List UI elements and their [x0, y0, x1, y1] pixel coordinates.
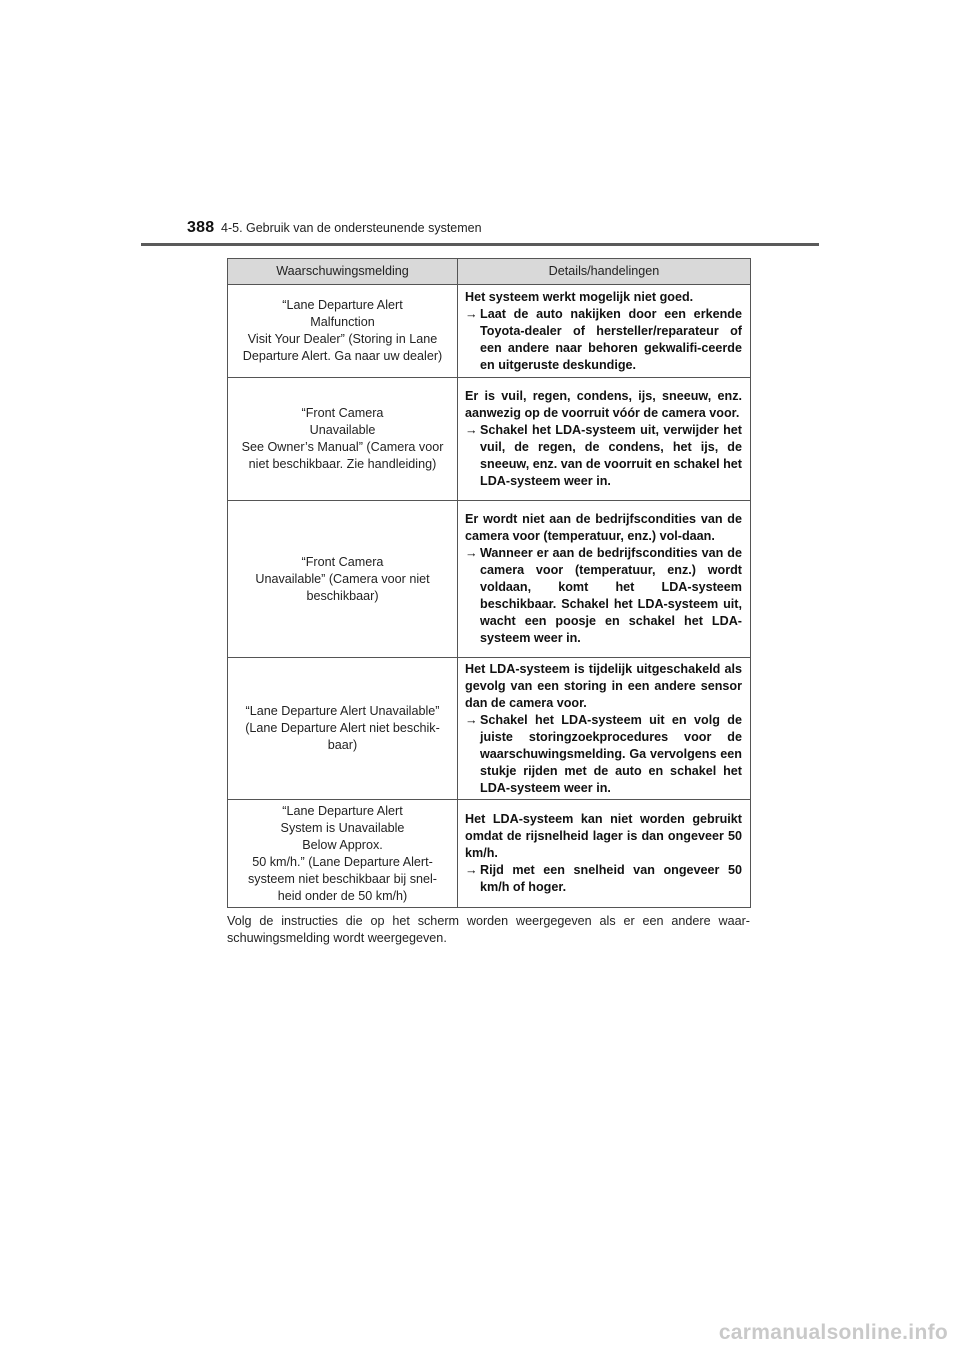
message-line: Departure Alert. Ga naar uw dealer) [242, 349, 443, 363]
message-line: “Lane Departure Alert Unavailable” [245, 704, 440, 718]
message-line: “Front Camera [301, 554, 384, 569]
action-text: Rijd met een snelheid van ongeveer 50 km/h of hoger. [480, 863, 742, 894]
message-line: System is Unavailable [280, 820, 405, 835]
action-text: Schakel het LDA-systeem uit, verwijder het vuil, de regen, de condens, het ijs, de sneeuw, enz. van de voorruit en schakel het LDA-systeem weer in. [480, 423, 742, 488]
details-cell [458, 800, 751, 908]
warning-message-cell [228, 658, 458, 800]
message-line: “Lane Departure Alert [282, 803, 403, 818]
action-item [465, 422, 742, 490]
details-cell [458, 378, 751, 501]
message-line: Unavailable [309, 423, 376, 437]
details-cell [458, 658, 751, 800]
message-line: Malfunction [310, 315, 375, 329]
column-header-details: Details/handelingen [458, 259, 751, 285]
arrow-icon: → [465, 306, 478, 321]
message-line: beschikbaar) [306, 588, 379, 603]
detail-text: Het LDA-systeem kan niet worden gebruikt omdat de rijsnelheid lager is dan ongeveer 50 km/h. [465, 812, 742, 860]
table-header-row [228, 259, 751, 285]
action-item [465, 306, 742, 374]
detail-text: Het LDA-systeem is tijdelijk uitgeschakeld als gevolg van een storing in een andere sensor dan de camera voor. [465, 661, 742, 710]
header-divider [141, 243, 819, 246]
table-row [228, 658, 751, 800]
table-row [228, 501, 751, 658]
message-line: Below Approx. [302, 837, 383, 852]
warning-message-cell [228, 800, 458, 908]
message-line: systeem niet beschikbaar bij snel- [248, 871, 437, 886]
message-line: 50 km/h.” (Lane Departure Alert- [252, 854, 433, 869]
action-item [465, 712, 742, 797]
warning-message-cell [228, 501, 458, 658]
message-line: heid onder de 50 km/h) [277, 888, 408, 903]
table-row [228, 800, 751, 908]
warning-message-cell [228, 285, 458, 378]
footer-note: Volg de instructies die op het scherm worden weergegeven als er een andere waar-schuwingsmelding wordt weergegeven. [227, 914, 750, 945]
arrow-icon: → [465, 712, 478, 727]
message-line: Unavailable” (Camera voor niet [255, 571, 430, 586]
details-cell [458, 285, 751, 378]
section-title: 4-5. Gebruik van de ondersteunende systemen [221, 221, 482, 235]
table-row [228, 378, 751, 501]
arrow-icon: → [465, 546, 478, 560]
column-header-message: Waarschuwingsmelding [228, 259, 458, 285]
action-text: Schakel het LDA-systeem uit en volg de juiste storingzoekprocedures voor de waarschuwingsmelding. Ga vervolgens een stukje rijden met de auto en schakel het LDA-systeem weer in. [480, 712, 742, 795]
arrow-icon: → [465, 423, 478, 437]
action-item [465, 862, 742, 896]
message-line: See Owner’s Manual” (Camera voor [241, 440, 444, 454]
page-number: 388 [187, 219, 215, 236]
table-row [228, 285, 751, 378]
details-cell [458, 501, 751, 658]
action-text: Laat de auto nakijken door een erkende Toyota-dealer of hersteller/reparateur of een andere naar behoren gekwalifi-ceerde en uitgeruste deskundige. [480, 306, 742, 372]
warning-messages-table [227, 258, 751, 908]
warning-message-cell [228, 378, 458, 501]
detail-text: Er wordt niet aan de bedrijfscondities van de camera voor (temperatuur, enz.) vol-daan. [465, 512, 742, 543]
arrow-icon: → [465, 863, 478, 877]
message-line: “Front Camera [301, 406, 384, 420]
watermark: carmanualsonline.info [718, 1321, 948, 1344]
message-line: niet beschikbaar. Zie handleiding) [248, 457, 437, 471]
message-line: (Lane Departure Alert niet beschik- [245, 721, 440, 735]
action-text: Wanneer er aan de bedrijfscondities van de camera voor (temperatuur, enz.) wordt voldaan, komt het LDA-systeem beschikbaar. Schakel het LDA-systeem uit, wacht een poosje en schakel het LDA-systeem weer in. [480, 546, 742, 645]
detail-text: Het systeem werkt mogelijk niet goed. [465, 289, 694, 304]
message-line: “Lane Departure Alert [282, 298, 403, 312]
message-line: Visit Your Dealer” (Storing in Lane [247, 332, 438, 346]
message-line: baar) [327, 738, 358, 752]
action-item [465, 545, 742, 647]
detail-text: Er is vuil, regen, condens, ijs, sneeuw, enz. aanwezig op de voorruit vóór de camera voor. [465, 389, 742, 420]
